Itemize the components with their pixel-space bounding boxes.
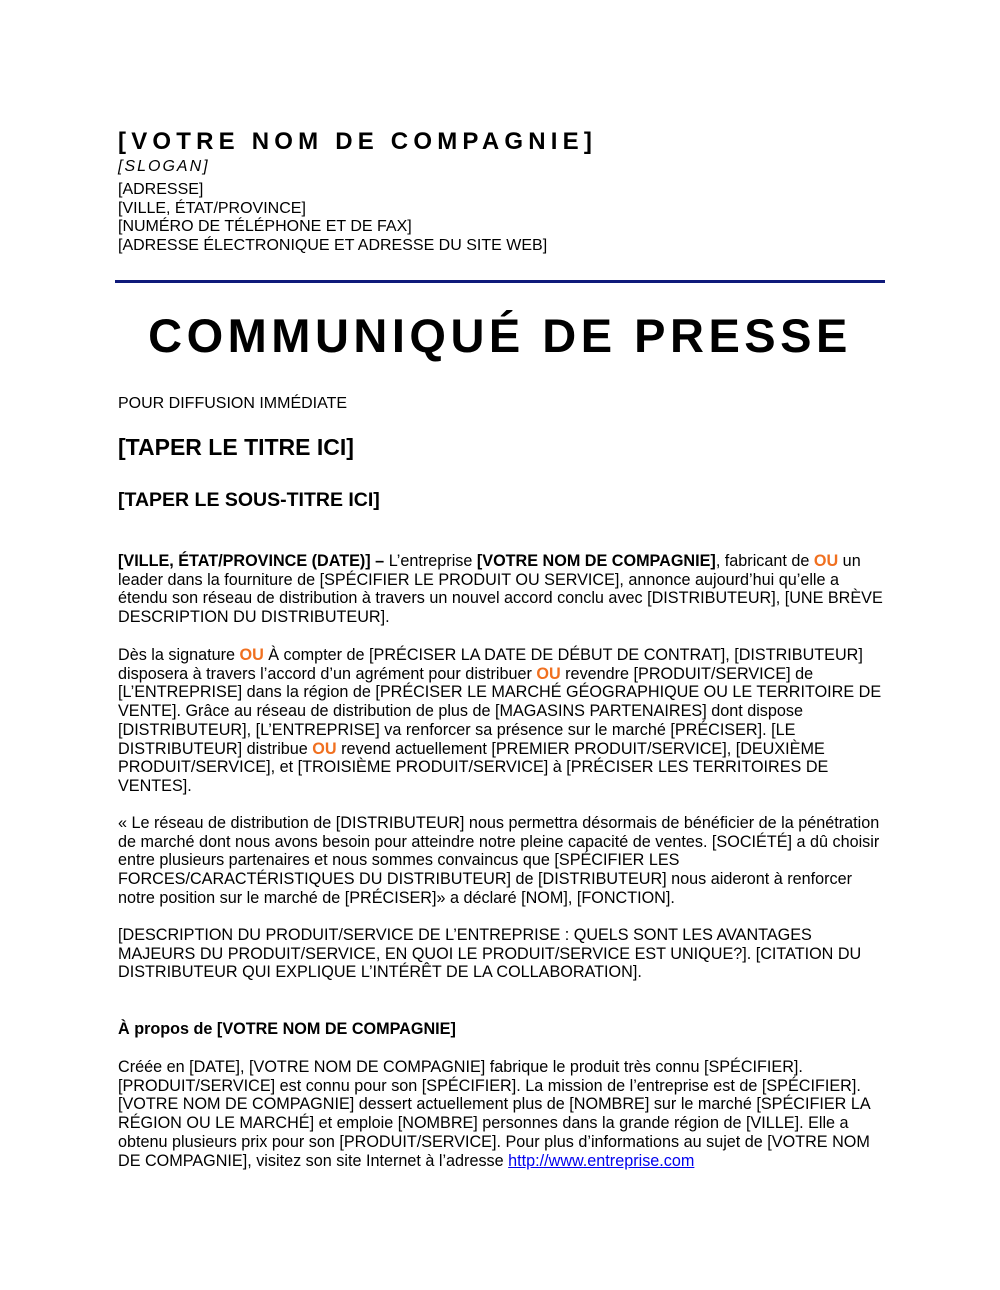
paragraph-intro — [118, 552, 886, 627]
text: Dès la signature — [118, 646, 240, 664]
paragraph-quote: « Le réseau de distribution de [DISTRIBUTEUR] nous permettra désormais de bénéficier de la pénétration de marché dont nous avons besoin pour atteindre notre pleine capacité de ventes. [SOCIÉTÉ] a dû choisir entre plusieurs partenaires et nous sommes convaincus que [SPÉCIFIER LES FORCES/CARACTÉRISTIQUES DU DISTRIBUTEUR] de [DISTRIBUTEUR] nous aideront à renforcer notre position sur le marché de [PRÉCISER]» a déclaré [NOM], [FONCTION]. — [118, 814, 880, 907]
release-notice: POUR DIFFUSION IMMÉDIATE — [118, 395, 348, 412]
slogan: [SLOGAN] — [118, 158, 210, 175]
paragraph-description: [DESCRIPTION DU PRODUIT/SERVICE DE L’ENTREPRISE : QUELS SONT LES AVANTAGES MAJEURS DU PRODUIT/SERVICE, EN QUOI LE PRODUIT/SERVICE EST UNIQUE?]. [CITATION DU DISTRIBUTEUR QUI EXPLIQUE L’INTÉRÊT DE LA COLLABORATION]. — [118, 926, 862, 982]
text: L’entreprise — [384, 552, 477, 570]
email-web-line: [ADRESSE ÉLECTRONIQUE ET ADRESSE DU SITE WEB] — [118, 237, 548, 255]
dateline: [VILLE, ÉTAT/PROVINCE (DATE)] – — [118, 552, 385, 570]
paragraph-about — [118, 1058, 886, 1170]
or-highlight: OU — [312, 739, 337, 758]
divider-rule — [115, 280, 885, 283]
text: revendre [PRODUIT/SERVICE] de [L’ENTREPRISE] dans la région de [PRÉCISER LE MARCHÉ GÉOGRAPHIQUE OU LE TERRITOIRE DE VENTE]. Grâce au réseau de distribution de plus de [MAGASINS PARTENAIRES] dont dispose [DISTRIBUTEUR], [L’ENTREPRISE] va renforcer sa présence sur le marché [PRÉCISER]. [LE DISTRIBUTEUR] distribue — [118, 664, 882, 758]
text: un leader dans la fourniture de [SPÉCIFIER LE PRODUIT OU SERVICE], annonce aujourd’hui qu’elle a étendu son réseau de distribution à travers un nouvel accord conclu avec [DISTRIBUTEUR], [UNE BRÈVE DESCRIPTION DU DISTRIBUTEUR]. — [118, 552, 883, 627]
company-name: [VOTRE NOM DE COMPAGNIE] — [118, 128, 598, 155]
headline: [TAPER LE TITRE ICI] — [118, 434, 354, 460]
city-line: [VILLE, ÉTAT/PROVINCE] — [118, 199, 306, 217]
subheadline: [TAPER LE SOUS-TITRE ICI] — [118, 489, 380, 511]
paragraph-agreement — [118, 646, 886, 796]
text: , fabricant de — [715, 552, 814, 570]
text: revend actuellement [PREMIER PRODUIT/SERVICE], [DEUXIÈME PRODUIT/SERVICE], et [TROISIÈME PRODUIT/SERVICE] à [PRÉCISER LES TERRITOIRES DE VENTES]. — [118, 739, 829, 795]
phone-line: [NUMÉRO DE TÉLÉPHONE ET DE FAX] — [118, 218, 412, 236]
about-heading: À propos de [VOTRE NOM DE COMPAGNIE] — [118, 1020, 456, 1038]
address-line: [ADRESSE] — [118, 181, 204, 198]
address-block — [118, 181, 547, 256]
or-highlight: OU — [239, 646, 264, 664]
text: À compter de [PRÉCISER LA DATE DE DÉBUT DE CONTRAT], [DISTRIBUTEUR] disposera à travers l’accord d’un agrément pour distribuer — [118, 646, 863, 683]
text: Créée en [DATE], [VOTRE NOM DE COMPAGNIE] fabrique le produit très connu [SPÉCIFIER]. [PRODUIT/SERVICE] est connu pour son [SPÉCIFIER]. La mission de l’entreprise est de [SPÉCIFIER]. [VOTRE NOM DE COMPAGNIE] dessert actuellement plus de [NOMBRE] sur le marché [SPÉCIFIER LA RÉGION OU LE MARCHÉ] et emploie [NOMBRE] personnes dans la grande région de [VILLE]. Elle a obtenu plusieurs prix pour son [PRODUIT/SERVICE]. Pour plus d’informations au sujet de [VOTRE NOM DE COMPAGNIE], visitez son site Internet à l’adresse — [118, 1058, 870, 1170]
company-ref: [VOTRE NOM DE COMPAGNIE] — [476, 552, 716, 570]
or-highlight: OU — [536, 664, 561, 683]
website-link[interactable]: http://www.entreprise.com — [508, 1151, 695, 1170]
document-title: COMMUNIQUÉ DE PRESSE — [148, 309, 852, 362]
or-highlight: OU — [813, 552, 839, 570]
